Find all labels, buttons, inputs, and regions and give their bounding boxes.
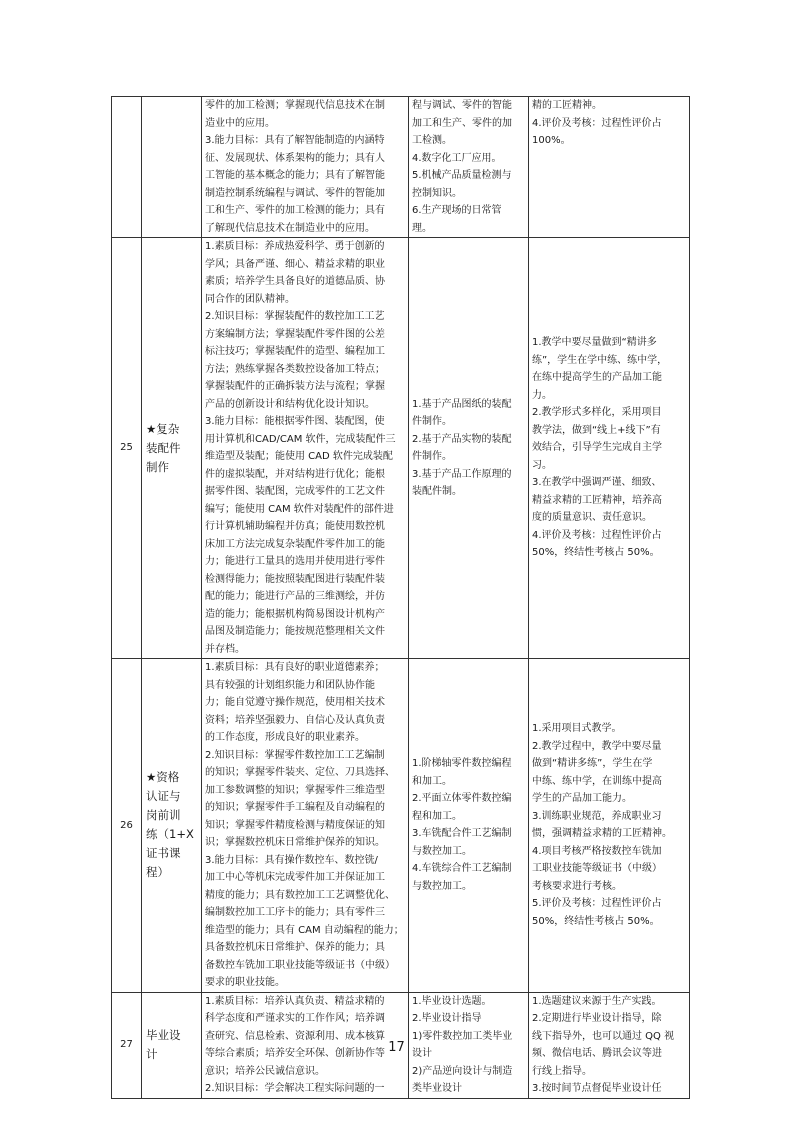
objective-line: 的知识；掌握零件手工编程及自动编程的 <box>205 802 385 813</box>
requirement-line: 在练中提高学生的产品加工能 <box>532 372 662 384</box>
objective-line: 同合作的团队精神。 <box>205 293 295 305</box>
objective-line: 造的能力；能根据机构简易图设计机构产 <box>205 608 385 620</box>
content-line: 理。 <box>412 222 432 234</box>
requirement-line: 3.在教学中强调严谨、细致、 <box>532 477 662 489</box>
course-name <box>142 97 202 238</box>
course-name-line: 装配件 <box>146 440 181 455</box>
table-row <box>112 238 690 659</box>
content-line: 2.基于产品实物的装配 <box>412 433 512 445</box>
course-name-line: 岗前训 <box>146 808 181 823</box>
content-line: 6.生产现场的日常管 <box>412 205 502 216</box>
teaching-requirements <box>529 97 690 238</box>
requirement-line: 4.评价及考核：过程性评价占 <box>532 117 662 129</box>
requirement-line: 做到“精讲多练”，学生在学 <box>532 758 653 770</box>
content-line: 和加工。 <box>412 775 452 787</box>
course-objectives <box>202 97 409 238</box>
row-number: 25 <box>112 238 142 659</box>
objective-line: 具备数控机床日常维护、保养的能力；具 <box>205 942 385 953</box>
course-objectives <box>202 659 409 993</box>
requirement-line: 惯，强调精益求精的工匠精神。 <box>532 828 672 840</box>
objective-line: 编制数控加工工序卡的能力；具有零件三 <box>205 907 385 918</box>
course-name-line: ★复杂 <box>146 421 180 436</box>
requirement-line: 学生的产品加工能力。 <box>532 793 632 805</box>
content-line: 1)零件数控加工类毕业 <box>412 1030 513 1042</box>
course-content <box>409 659 529 993</box>
requirement-line: 精的工匠精神。 <box>532 100 602 111</box>
objective-line: 工智能的基本概念的能力；具有了解智能 <box>205 170 385 181</box>
objective-line: 3.能力目标：具有操作数控车、数控铣/ <box>205 854 378 866</box>
objective-line: 了解现代信息技术在制造业中的应用。 <box>205 222 375 234</box>
content-line: 5.机械产品质量检测与 <box>412 170 512 181</box>
course-name-line: 计 <box>146 1047 158 1061</box>
requirement-line: 工职业技能等级证书（中级） <box>532 863 662 875</box>
content-line: 1.阶梯轴零件数控编程 <box>412 758 512 770</box>
objective-line: 知识；掌握零件精度检测与精度保证的知 <box>205 819 385 831</box>
row-number <box>112 97 142 238</box>
course-name-line: ★资格 <box>146 770 180 785</box>
requirement-line: 力。 <box>532 389 552 401</box>
requirement-line: 5.评价及考核：过程性评价占 <box>532 898 662 910</box>
course-name-line: 程） <box>146 865 169 880</box>
objective-line: 检测得能力；能按照装配图进行装配件装 <box>205 573 385 585</box>
content-line: 2.毕业设计指导 <box>412 1013 482 1024</box>
course-name <box>142 238 202 659</box>
content-line: 4.车铣综合件工艺编制 <box>412 863 512 875</box>
content-line: 与数控加工。 <box>412 880 472 892</box>
objective-line: 等综合素质；培养安全环保、创新协作等 <box>205 1048 385 1059</box>
content-line: 2.平面立体零件数控编 <box>412 793 512 805</box>
page-number: 17 <box>388 1040 405 1055</box>
content-line: 程与调试、零件的智能 <box>412 100 512 111</box>
objective-line: 品图及制造能力；能按规范整理相关文件 <box>205 626 385 637</box>
objective-line: 加工参数调整的知识；掌握零件三维造型 <box>205 784 385 796</box>
objective-line: 2.知识目标：学会解决工程实际问题的一 <box>205 1083 385 1094</box>
objective-line: 维造型及装配；能使用 CAD 软件完成装配 <box>205 451 393 462</box>
objective-line: 意识；培养公民诚信意识。 <box>205 1065 325 1077</box>
content-line: 3.车铣配合件工艺编制 <box>412 828 512 840</box>
objective-line: 配的能力；能进行产品的三维测绘，并仿 <box>205 591 385 602</box>
row-number: 27 <box>112 992 142 1098</box>
requirement-line: 2.教学形式多样化，采用项目 <box>532 407 662 419</box>
objective-line: 要求的职业技能。 <box>205 977 285 988</box>
table-row <box>112 659 690 993</box>
objective-line: 并存档。 <box>205 643 245 655</box>
objective-line: 产品的创新设计和结构优化设计知识。 <box>205 398 375 410</box>
requirement-line: 2.定期进行毕业设计指导，除 <box>532 1013 662 1024</box>
objective-line: 具有较强的计划组织能力和团队协作能 <box>205 679 375 691</box>
course-name-line: 制作 <box>146 459 169 474</box>
content-line: 件制作。 <box>412 416 452 427</box>
content-line: 设计 <box>412 1048 432 1059</box>
objective-line: 方案编制方法；掌握装配件零件图的公差 <box>205 328 385 340</box>
requirement-line: 1.教学中要尽量做到“精讲多 <box>532 337 657 349</box>
objective-line: 方法；熟练掌握各类数控设备加工特点； <box>205 363 385 375</box>
objective-line: 3.能力目标：能根据零件图、装配图，使 <box>205 416 385 427</box>
course-name-line: 证书课 <box>146 846 181 861</box>
requirement-line: 精益求精的工匠精神，培养高 <box>532 494 662 506</box>
requirement-line: 2.教学过程中，教学中要尽量 <box>532 740 662 752</box>
content-line: 装配件制。 <box>412 486 462 497</box>
requirement-line: 3.按时间节点督促毕业设计任 <box>532 1083 662 1094</box>
content-line: 工检测。 <box>412 135 452 146</box>
objective-line: 的知识；掌握零件装夹、定位、刀具选择、 <box>205 767 395 778</box>
objective-line: 学风；具备严谨、细心、精益求精的职业 <box>205 258 385 270</box>
content-line: 与数控加工。 <box>412 845 472 857</box>
objective-line: 编写；能使用 CAM 软件对装配件的部件进 <box>205 503 394 515</box>
requirement-line: 50%，终结性考核占 50%。 <box>532 915 660 927</box>
objective-line: 查研究、信息检索、资源利用、成本核算 <box>205 1030 385 1042</box>
objective-line: 力；能自觉遵守操作规范，使用相关技术 <box>205 697 385 708</box>
content-line: 件制作。 <box>412 451 452 462</box>
objective-line: 识；掌握数控机床日常维护保养的知识。 <box>205 837 385 848</box>
requirement-line: 4.评价及考核：过程性评价占 <box>532 529 662 541</box>
objective-line: 件的虚拟装配，并对结构进行优化；能根 <box>205 468 385 480</box>
requirement-line: 中练、练中学，在训练中提高 <box>532 775 662 787</box>
requirement-line: 50%，终结性考核占 50%。 <box>532 547 660 559</box>
content-line: 控制知识。 <box>412 187 462 199</box>
curriculum-table <box>111 96 690 1099</box>
requirement-line: 1.采用项目式教学。 <box>532 723 622 735</box>
objective-line: 1.素质目标：养成热爱科学、勇于创新的 <box>205 241 385 252</box>
objective-line: 标注技巧；掌握装配件的造型、编程加工 <box>205 346 385 357</box>
requirement-line: 习。 <box>532 459 552 471</box>
objective-line: 资料；培养坚强毅力、自信心及认真负责 <box>205 714 385 726</box>
objective-line: 掌握装配件的正确拆装方法与流程；掌握 <box>205 381 385 392</box>
course-objectives <box>202 238 409 659</box>
objective-line: 用计算机和CAD/CAM 软件，完成装配件三 <box>205 433 396 445</box>
objective-line: 行计算机辅助编程并仿真；能使用数控机 <box>205 521 385 532</box>
objective-line: 床加工方法完成复杂装配件零件加工的能 <box>205 538 385 550</box>
objective-line: 2.知识目标：掌握零件数控加工工艺编制 <box>205 749 385 761</box>
requirement-line: 考核要求进行考核。 <box>532 880 622 892</box>
content-line: 2)产品逆向设计与制造 <box>412 1065 513 1077</box>
teaching-requirements <box>529 238 690 659</box>
objective-line: 精度的能力；具有数控加工工艺调整优化、 <box>205 889 395 901</box>
objective-line: 的工作态度，形成良好的职业素养。 <box>205 732 365 743</box>
requirement-line: 1.选题建议来源于生产实践。 <box>532 995 662 1007</box>
course-name-line: 练（1+X <box>146 827 194 842</box>
objective-line: 1.素质目标：具有良好的职业道德素养； <box>205 662 385 673</box>
objective-line: 2.知识目标：掌握装配件的数控加工工艺 <box>205 311 385 322</box>
course-content <box>409 238 529 659</box>
teaching-requirements <box>529 659 690 993</box>
course-name <box>142 659 202 993</box>
objective-line: 力；能进行工量具的选用并使用进行零件 <box>205 556 385 567</box>
table-row <box>112 97 690 238</box>
requirement-line: 3.训练职业规范，养成职业习 <box>532 810 662 822</box>
requirement-line: 练”，学生在学中练、练中学， <box>532 354 668 366</box>
objective-line: 维造型的能力；具有 CAM 自动编程的能力； <box>205 924 404 936</box>
requirement-line: 线下指导外，也可以通过 QQ 视 <box>532 1030 675 1042</box>
objective-line: 工和生产、零件的加工检测的能力；具有 <box>205 205 385 216</box>
content-line: 加工和生产、零件的加 <box>412 117 512 129</box>
content-line: 类毕业设计 <box>412 1083 462 1094</box>
content-line: 1.基于产品图纸的装配 <box>412 398 512 410</box>
requirement-line: 4.项目考核严格按数控车铣加 <box>532 845 662 857</box>
requirement-line: 度的质量意识、责任意识。 <box>532 512 652 524</box>
row-number: 26 <box>112 659 142 993</box>
requirement-line: 效结合，引导学生完成自主学 <box>532 442 662 454</box>
course-name-line: 毕业设 <box>146 1028 181 1042</box>
objective-line: 1.素质目标：培养认真负责、精益求精的 <box>205 995 385 1007</box>
objective-line: 素质；培养学生具备良好的道德品质、协 <box>205 276 385 287</box>
content-line: 3.基于产品工作原理的 <box>412 468 512 480</box>
objective-line: 造业中的应用。 <box>205 117 275 129</box>
objective-line: 3.能力目标：具有了解智能制造的内涵特 <box>205 135 385 146</box>
objective-line: 据零件图、装配图，完成零件的工艺文件 <box>205 486 385 497</box>
content-line: 1.毕业设计选题。 <box>412 995 492 1007</box>
objective-line: 零件的加工检测；掌握现代信息技术在制 <box>205 100 385 111</box>
objective-line: 制造控制系统编程与调试、零件的智能加 <box>205 187 385 199</box>
course-content <box>409 97 529 238</box>
requirement-line: 100%。 <box>532 135 571 146</box>
content-line: 4.数字化工厂应用。 <box>412 152 502 164</box>
objective-line: 征、发展现状、体系架构的能力；具有人 <box>205 152 385 164</box>
course-name-line: 认证与 <box>146 789 181 804</box>
requirement-line: 频、微信电话、腾讯会议等进 <box>532 1048 662 1059</box>
objective-line: 加工中心等机床完成零件加工并保证加工 <box>205 872 385 883</box>
requirement-line: 教学法，做到“线上+线下”有 <box>532 424 661 436</box>
content-line: 程和加工。 <box>412 810 462 822</box>
requirement-line: 行线上指导。 <box>532 1065 592 1077</box>
objective-line: 备数控车铣加工职业技能等级证书（中级） <box>205 959 395 971</box>
objective-line: 科学态度和严谨求实的工作作风；培养调 <box>205 1013 385 1024</box>
